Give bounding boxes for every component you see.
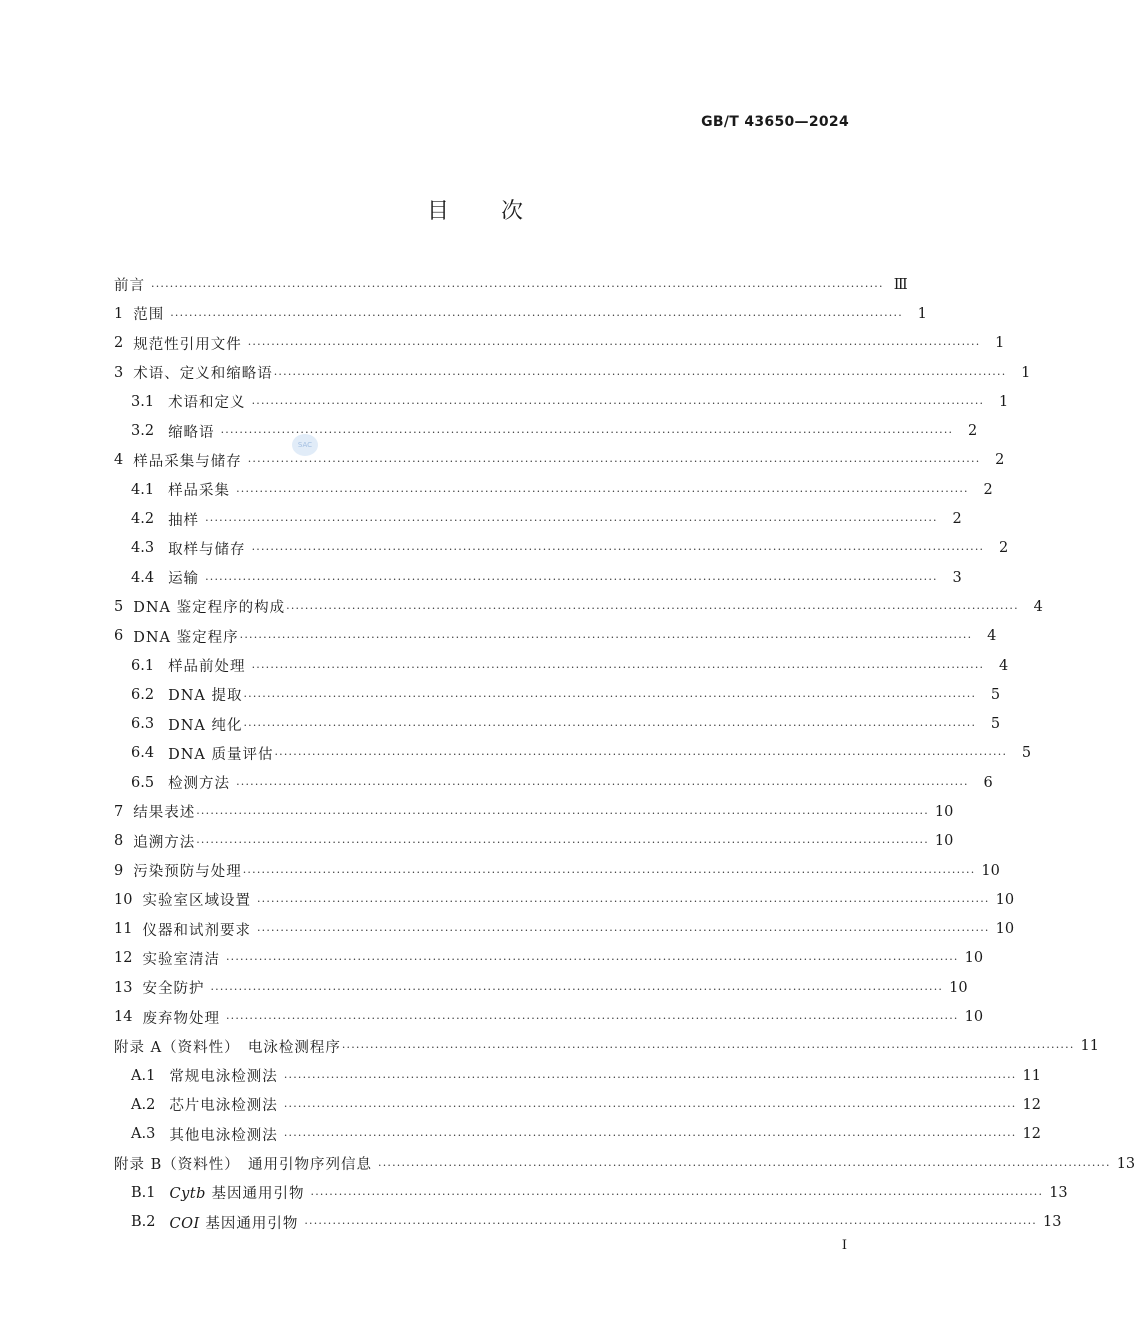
toc-leader-dots: ···························································································································································· bbox=[243, 719, 977, 733]
toc-entry-number: 6.1 bbox=[131, 657, 155, 674]
toc-leader-dots: ···························································································································································· bbox=[220, 426, 954, 440]
toc-entry-page: 11 bbox=[1022, 1067, 1041, 1084]
toc-entry-number: 1 bbox=[114, 305, 124, 322]
toc-entry-number: B.2 bbox=[131, 1214, 156, 1231]
toc-leader-dots: ···························································································································································· bbox=[251, 543, 985, 557]
toc-entry-title: 污染预防与处理 bbox=[133, 864, 242, 881]
toc-entry-page: 4 bbox=[987, 628, 997, 645]
toc-entry-title: DNA 鉴定程序 bbox=[133, 629, 239, 646]
toc-entry-page: 4 bbox=[1033, 598, 1043, 615]
toc-entry-title: DNA 鉴定程序的构成 bbox=[133, 600, 286, 617]
toc-entry-number: 4 bbox=[114, 452, 124, 469]
toc-leader-dots: ···························································································································································· bbox=[274, 748, 1008, 762]
toc-leader-dots: ···························································································································································· bbox=[256, 924, 990, 938]
toc-entry-title: 实验室清洁 bbox=[142, 951, 220, 968]
toc-entry[interactable] bbox=[114, 270, 908, 299]
toc-entry-page: 12 bbox=[1022, 1126, 1041, 1143]
toc-entry[interactable] bbox=[114, 563, 962, 592]
toc-leader-dots: ···························································································································································· bbox=[236, 484, 969, 498]
toc-entry-number: 4.4 bbox=[131, 569, 155, 586]
toc-leader-dots: ···························································································································································· bbox=[225, 1012, 959, 1026]
toc-entry-title: 其他电泳检测法 bbox=[169, 1127, 278, 1144]
toc-entry-number: 3.2 bbox=[131, 423, 155, 440]
toc-leader-dots: ···························································································································································· bbox=[341, 1041, 1075, 1055]
toc-entry-page: 13 bbox=[1116, 1155, 1135, 1172]
toc-entry[interactable] bbox=[114, 592, 1043, 621]
toc-title: 目次 bbox=[426, 199, 575, 224]
toc-entry-page: 1 bbox=[999, 393, 1009, 410]
toc-leader-dots: ···························································································································································· bbox=[243, 689, 977, 703]
toc-entry-page: 10 bbox=[934, 803, 954, 820]
standard-code: GB/T 43650—2024 bbox=[701, 114, 849, 130]
toc-entry-title: 安全防护 bbox=[142, 981, 205, 998]
toc-entry[interactable] bbox=[114, 856, 1000, 885]
toc-leader-dots: ···························································································································································· bbox=[236, 777, 969, 791]
toc-entry-title: 取样与储存 bbox=[168, 541, 246, 558]
toc-entry-number: 14 bbox=[114, 1009, 133, 1026]
toc-entry-page: 1 bbox=[1021, 364, 1031, 381]
toc-entry[interactable] bbox=[114, 475, 993, 504]
toc-entry-page: 10 bbox=[995, 891, 1015, 908]
toc-entry[interactable] bbox=[114, 651, 1009, 680]
toc-entry[interactable] bbox=[114, 622, 997, 651]
toc-entry-title: 缩略语 bbox=[168, 424, 215, 441]
toc-entry-number: 3 bbox=[114, 364, 124, 381]
toc-entry-page: 12 bbox=[1022, 1096, 1041, 1113]
toc-entry[interactable] bbox=[114, 680, 1001, 709]
toc-entry-title bbox=[170, 1212, 299, 1233]
toc-leader-dots: ···························································································································································· bbox=[242, 865, 976, 879]
toc-entry-number: 8 bbox=[114, 833, 124, 850]
toc-leader-dots: ···························································································································································· bbox=[283, 1129, 1017, 1143]
toc-entry-title: 规范性引用文件 bbox=[133, 336, 242, 353]
toc-entry-page: 11 bbox=[1080, 1038, 1099, 1055]
toc-entry-number: 3.1 bbox=[131, 393, 155, 410]
toc-entry-title: 抽样 bbox=[168, 512, 200, 529]
toc-leader-dots: ···························································································································································· bbox=[210, 982, 944, 996]
table-of-contents bbox=[114, 270, 1135, 1237]
toc-entry-title: DNA 纯化 bbox=[168, 717, 243, 734]
toc-entry-title: 运输 bbox=[168, 571, 200, 588]
toc-entry-page: 5 bbox=[990, 686, 1001, 703]
toc-entry-title bbox=[170, 1182, 305, 1203]
toc-leader-dots: ···························································································································································· bbox=[256, 894, 990, 908]
toc-entry-page: Ⅲ bbox=[893, 276, 908, 293]
toc-entry[interactable] bbox=[114, 1208, 1062, 1237]
toc-entry-page: 3 bbox=[952, 569, 962, 586]
toc-leader-dots: ···························································································································································· bbox=[170, 308, 903, 322]
toc-entry-title: 实验室区域设置 bbox=[142, 893, 251, 910]
toc-entry-number: A.2 bbox=[131, 1096, 156, 1113]
toc-entry-number: 4.2 bbox=[131, 511, 155, 528]
toc-entry-number: 6 bbox=[114, 628, 124, 645]
toc-entry-title: 样品前处理 bbox=[168, 659, 246, 675]
toc-leader-dots: ···························································································································································· bbox=[283, 1099, 1017, 1113]
toc-leader-dots: ···························································································································································· bbox=[205, 572, 938, 586]
toc-entry-page: 4 bbox=[999, 657, 1009, 674]
toc-entry-title-italic: Cytb bbox=[169, 1186, 206, 1203]
toc-leader-dots: ···························································································································································· bbox=[286, 601, 1019, 615]
toc-entry-page: 2 bbox=[968, 423, 978, 440]
toc-entry[interactable] bbox=[114, 1061, 1041, 1090]
toc-entry-number: 11 bbox=[114, 921, 133, 938]
toc-entry[interactable] bbox=[114, 797, 954, 826]
toc-leader-dots: ···························································································································································· bbox=[251, 396, 985, 410]
toc-entry[interactable] bbox=[114, 1002, 984, 1031]
toc-entry-page: 13 bbox=[1049, 1184, 1068, 1201]
toc-entry-title-rest: 基因通用引物 bbox=[205, 1186, 305, 1203]
toc-entry[interactable] bbox=[114, 358, 1031, 387]
toc-entry-number: 5 bbox=[114, 598, 124, 615]
toc-entry-title: 常规电泳检测法 bbox=[169, 1069, 278, 1086]
toc-entry[interactable] bbox=[114, 1120, 1041, 1149]
toc-entry[interactable] bbox=[114, 504, 962, 533]
toc-entry-title: 前言 bbox=[114, 278, 145, 295]
toc-entry[interactable] bbox=[114, 1149, 1135, 1178]
toc-entry-title: DNA 质量评估 bbox=[168, 746, 274, 763]
toc-entry-title: 废弃物处理 bbox=[142, 1010, 220, 1027]
toc-entry-title: 样品采集 bbox=[168, 483, 231, 500]
toc-entry-title: 芯片电泳检测法 bbox=[169, 1098, 278, 1115]
toc-entry-number: 4.3 bbox=[131, 540, 155, 557]
toc-entry-number: 10 bbox=[114, 891, 133, 908]
toc-entry-page: 10 bbox=[964, 950, 984, 967]
toc-leader-dots: ···························································································································································· bbox=[196, 836, 929, 850]
toc-entry[interactable] bbox=[114, 768, 993, 797]
toc-entry[interactable] bbox=[114, 827, 954, 856]
toc-entry-page: 10 bbox=[934, 833, 954, 850]
toc-leader-dots: ···························································································································································· bbox=[225, 953, 959, 967]
toc-entry[interactable] bbox=[114, 1032, 1099, 1061]
toc-entry-title: 仪器和试剂要求 bbox=[142, 922, 251, 939]
toc-entry-title: 术语和定义 bbox=[168, 395, 246, 412]
page-number: I bbox=[841, 1238, 847, 1253]
toc-entry-page: 6 bbox=[983, 774, 993, 791]
toc-entry-number: 7 bbox=[114, 803, 124, 820]
toc-entry-title: 附录 A（资料性） 电泳检测程序 bbox=[114, 1039, 341, 1056]
toc-entry[interactable] bbox=[114, 885, 1015, 914]
toc-entry[interactable] bbox=[114, 1090, 1041, 1119]
toc-entry[interactable] bbox=[114, 416, 978, 445]
toc-leader-dots: ···························································································································································· bbox=[247, 455, 981, 469]
toc-entry[interactable] bbox=[114, 299, 927, 328]
toc-entry-page: 10 bbox=[981, 862, 1000, 879]
watermark-stamp: SAC bbox=[292, 434, 318, 456]
toc-entry-number: A.1 bbox=[131, 1067, 156, 1084]
toc-entry-title: 术语、定义和缩略语 bbox=[133, 366, 273, 383]
toc-entry-page: 2 bbox=[952, 511, 962, 528]
toc-entry[interactable] bbox=[114, 446, 1005, 475]
toc-entry-title: 检测方法 bbox=[168, 776, 231, 793]
toc-entry-number: 2 bbox=[114, 335, 124, 352]
toc-entry-number: 13 bbox=[114, 979, 133, 996]
toc-entry[interactable] bbox=[114, 534, 1009, 563]
toc-leader-dots: ···························································································································································· bbox=[251, 660, 985, 674]
toc-entry-title-italic: COI bbox=[169, 1215, 200, 1232]
toc-entry[interactable] bbox=[114, 915, 1015, 944]
toc-leader-dots: ···························································································································································· bbox=[151, 279, 884, 293]
toc-entry-title: 范围 bbox=[133, 307, 165, 324]
toc-leader-dots: ···························································································································································· bbox=[304, 1217, 1037, 1231]
toc-entry-page: 2 bbox=[999, 540, 1009, 557]
toc-entry-page: 13 bbox=[1043, 1214, 1062, 1231]
toc-leader-dots: ···························································································································································· bbox=[378, 1158, 1111, 1172]
toc-entry[interactable] bbox=[114, 329, 1005, 358]
toc-entry-number: 12 bbox=[114, 950, 133, 967]
toc-entry-number: 9 bbox=[114, 862, 124, 879]
toc-entry-page: 1 bbox=[995, 335, 1005, 352]
toc-entry[interactable] bbox=[114, 944, 984, 973]
toc-leader-dots: ···························································································································································· bbox=[247, 338, 981, 352]
toc-entry-number: B.1 bbox=[131, 1184, 156, 1201]
toc-entry-number: A.3 bbox=[131, 1126, 156, 1143]
toc-entry-page: 10 bbox=[949, 979, 968, 996]
toc-entry-title: 结果表述 bbox=[133, 805, 196, 822]
toc-entry-title: 追溯方法 bbox=[133, 834, 196, 851]
toc-leader-dots: ···························································································································································· bbox=[283, 1070, 1017, 1084]
toc-entry-number: 4.1 bbox=[131, 481, 155, 498]
toc-entry-title: 附录 B（资料性） 通用引物序列信息 bbox=[114, 1157, 373, 1174]
toc-leader-dots: ···························································································································································· bbox=[239, 631, 973, 645]
toc-entry[interactable] bbox=[114, 973, 968, 1002]
toc-entry-title: 样品采集与储存 bbox=[133, 453, 242, 470]
toc-entry-number: 6.5 bbox=[131, 774, 155, 791]
toc-entry-title-rest: 基因通用引物 bbox=[199, 1215, 299, 1232]
toc-entry[interactable] bbox=[114, 1178, 1068, 1207]
toc-entry-page: 10 bbox=[995, 921, 1015, 938]
toc-entry-number: 6.3 bbox=[131, 716, 155, 733]
toc-entry-page: 1 bbox=[917, 305, 927, 322]
toc-entry[interactable] bbox=[114, 739, 1032, 768]
toc-entry-number: 6.2 bbox=[131, 686, 155, 703]
toc-leader-dots: ···························································································································································· bbox=[273, 367, 1007, 381]
toc-entry-page: 5 bbox=[1021, 745, 1032, 762]
toc-leader-dots: ···························································································································································· bbox=[205, 514, 938, 528]
toc-entry-number: 6.4 bbox=[131, 745, 155, 762]
toc-entry[interactable] bbox=[114, 709, 1001, 738]
toc-entry-page: 2 bbox=[995, 452, 1005, 469]
toc-entry-page: 10 bbox=[964, 1009, 984, 1026]
toc-entry-title: DNA 提取 bbox=[168, 688, 243, 705]
toc-leader-dots: ···························································································································································· bbox=[196, 806, 929, 820]
toc-leader-dots: ···························································································································································· bbox=[310, 1187, 1044, 1201]
toc-entry[interactable] bbox=[114, 387, 1009, 416]
toc-entry-page: 2 bbox=[983, 481, 993, 498]
toc-entry-page: 5 bbox=[990, 716, 1001, 733]
